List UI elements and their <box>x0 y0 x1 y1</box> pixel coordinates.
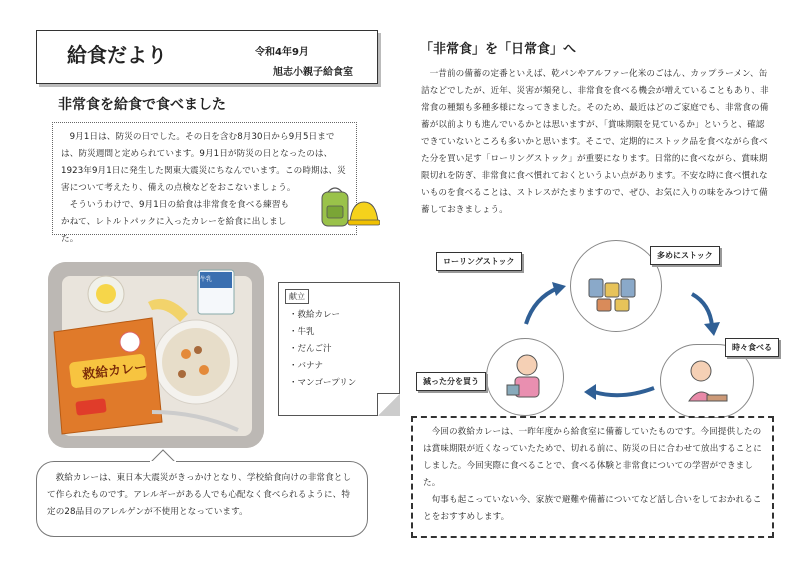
arrow-to-stock <box>520 280 570 330</box>
intro-box <box>52 122 357 244</box>
speech-bubble <box>36 461 368 537</box>
bubble-text: 救給カレーは、東日本大震災がきっかけとなり、学校給食向けの非常食として作られたものです。アレルギーがある人でも心配なく食べられるように、特定の28品目のアレルゲンが不使用となっています。 <box>47 473 352 517</box>
cycle-circle-buy <box>486 338 564 416</box>
left-heading: 非常食を給食で食べました <box>58 97 226 113</box>
right-paragraph: 一昔前の備蓄の定番といえば、乾パンやアルファー化米のごはん、カップラーメン、缶詰などでしたが、近年、災害が頻発し、非常食を食べる機会が増えていることもあり、非常食の種類も多種多様になってきました。そのため、最近はどのご家庭でも、非常食の備蓄が以前よりも進んでいるかとは思いますが、「賞味期限を見ているか」というと、確認できていないところも多いかと思います。そこで、定期的にストック品を食べながら食べた分を買い足す「ローリングストック」が重要になります。日常的に食べながら、賞味期限切れを防ぎ、非常食に食べ慣れておくというよい点があります。不安な時に食べ慣れないものを食べることは、ストレスがたまりますので、ぜひ、お気に入りの味をみつけて備蓄しておきましょう。 <box>421 69 769 215</box>
arrow-to-eat <box>688 290 724 338</box>
menu-item: ・バナナ <box>289 361 324 371</box>
menu-items <box>289 307 356 392</box>
bubble-pointer <box>150 449 176 463</box>
cycle-step-stock: 多めにストック <box>650 246 720 265</box>
page-title: 給食だより <box>67 43 167 67</box>
arrow-to-buy <box>582 378 658 402</box>
right-heading: 「非常食」を「日常食」へ <box>420 42 577 57</box>
menu-item: ・救給カレー <box>289 310 341 320</box>
photo-pack-label: 救給カレー <box>81 360 148 383</box>
cycle-main-label: ローリングストック <box>436 252 522 271</box>
backpack-helmet-illustration <box>318 186 380 232</box>
note-paragraph-2: 旬事も起こっていない今、家族で避難や備蓄についてなど話し合いをしておかれることをおすすめします。 <box>423 495 762 522</box>
school-name: 旭志小親子給食室 <box>273 67 353 78</box>
menu-item: ・だんご汁 <box>289 344 332 354</box>
menu-title: 献立 <box>285 289 309 304</box>
page-fold-corner <box>377 393 400 416</box>
menu-item: ・牛乳 <box>289 327 315 337</box>
note-box <box>411 416 774 538</box>
photo-milk-label: 牛乳 <box>200 276 213 283</box>
intro-paragraph-1: 9月1日は、防災の日でした。その日を含む8月30日から9月5日までは、防災週間と定められています。9月1日が防災の日となったのは、1923年9月1日に発生した関東大震災にちなんでいます。この時期は、災害について考えたり、備えの点検などをおこないましょう。 <box>61 132 346 193</box>
lunch-photo <box>48 262 264 448</box>
issue-date: 令和4年9月 <box>255 47 309 58</box>
cycle-step-buy: 減った分を買う <box>416 372 486 391</box>
menu-card <box>278 282 400 416</box>
note-paragraph-1: 今回の救給カレーは、一昨年度から給食室に備蓄していたものです。今回提供したのは賞味期限が近くなっていたためで、切れる前に、防災の日に合わせて放出することにしました。今回実際に食べることで、食べる体験と非常食についての学習ができました。 <box>423 427 762 488</box>
cycle-circle-stock <box>570 240 662 332</box>
title-box <box>36 30 378 84</box>
intro-paragraph-2: そういうわけで、9月1日の給食は非常食を食べる練習もかねて、レトルトパックに入ったカレーを給食に出しました。 <box>61 200 290 244</box>
menu-item: ・マンゴープリン <box>289 378 357 388</box>
cycle-step-eat: 時々食べる <box>725 338 779 357</box>
